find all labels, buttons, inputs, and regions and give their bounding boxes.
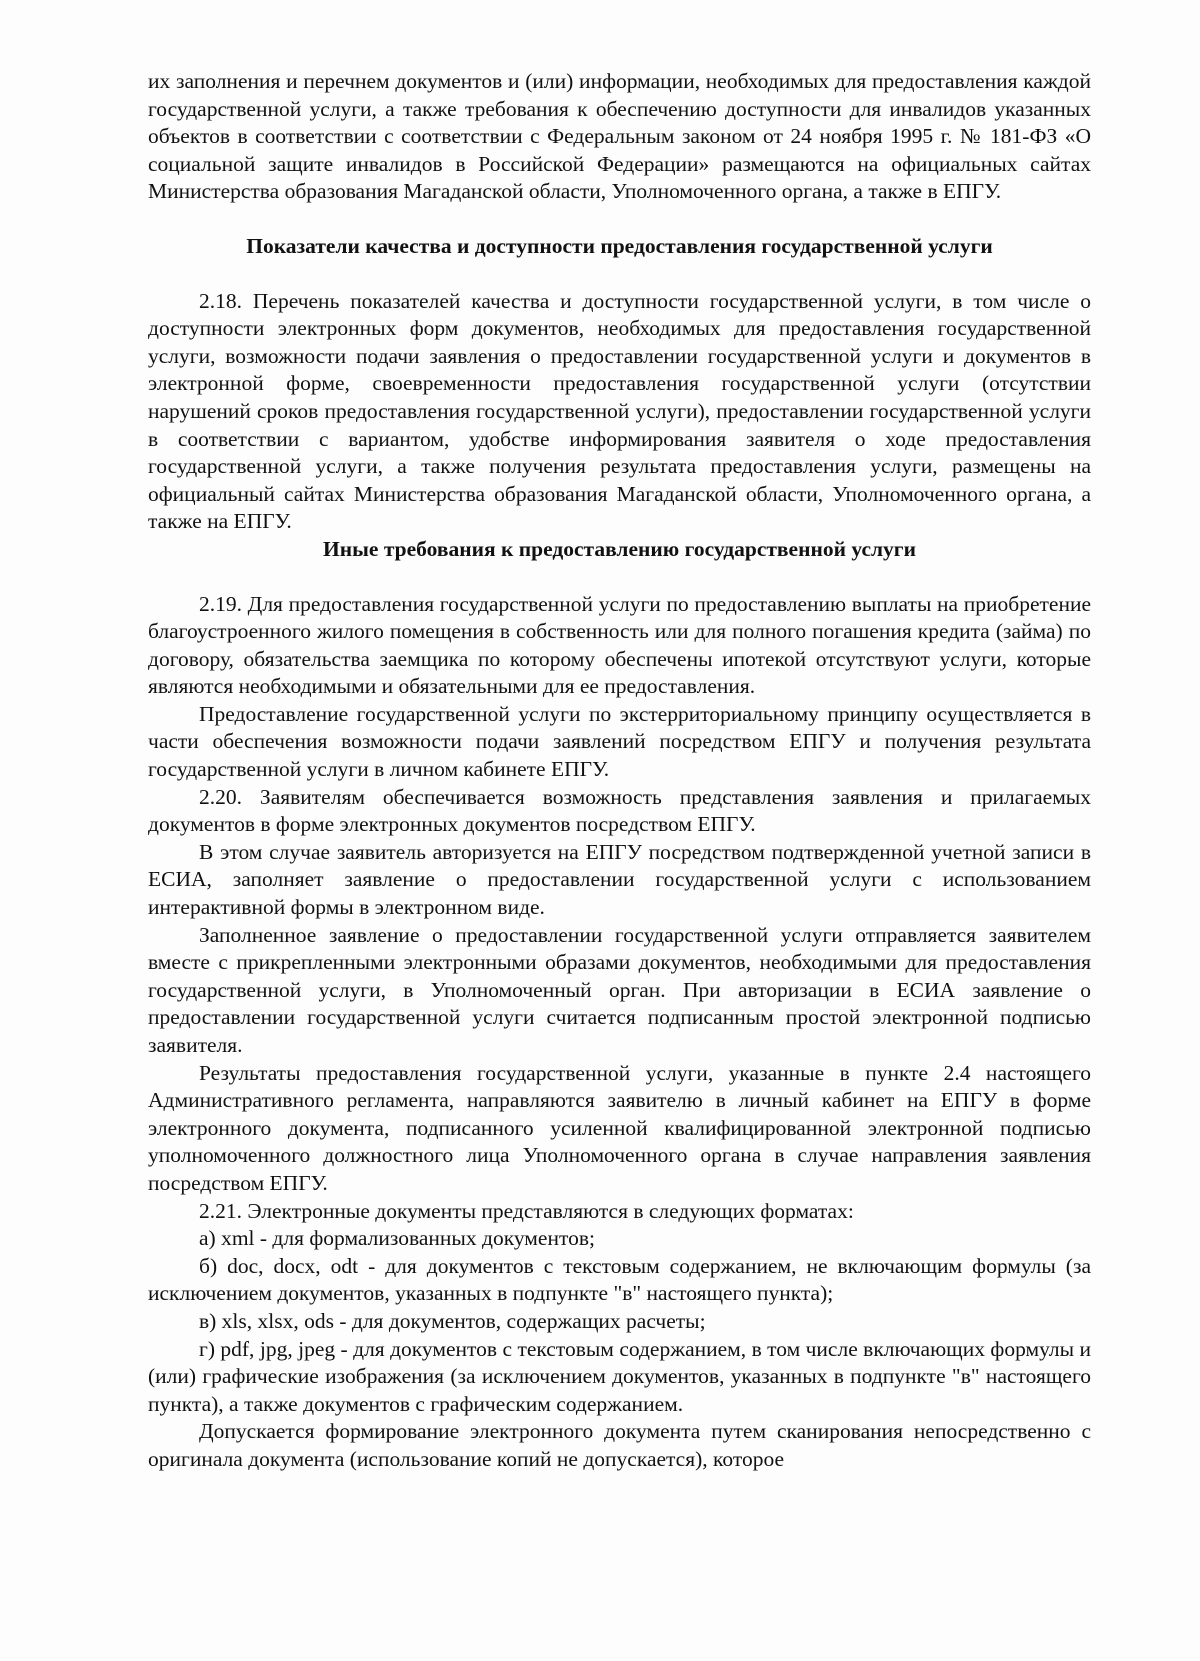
paragraph-intro: их заполнения и перечнем документов и (или) информации, необходимых для предоставления каждой государственной услуги, а также требования к обеспечению доступности для инвалидов указанных объектов в соответствии с соответствии с Федеральным законом от 24 ноября 1995 г. № 181-ФЗ «О социальной защите инвалидов в Российской Федерации» размещаются на официальных сайтах Министерства образования Магаданской области, Уполномоченного органа, а также в ЕПГУ. [148, 69, 1091, 204]
section-heading-quality: Показатели качества и доступности предоставления государственной услуги [246, 233, 993, 258]
section-heading-other-requirements: Иные требования к предоставлению государственной услуги [323, 536, 916, 561]
document-body [148, 68, 1091, 1474]
paragraph-2-19: 2.19. Для предоставления государственной услуги по предоставлению выплаты на приобретение благоустроенного жилого помещения в собственность или для полного погашения кредита (займа) по договору, обязательства заемщика по которому обеспечены ипотекой отсутствуют услуги, которые являются необходимыми и обязательными для ее предоставления. [148, 591, 1091, 699]
paragraph-2-21: 2.21. Электронные документы представляются в следующих форматах: [199, 1198, 854, 1223]
list-item-a: а) xml - для формализованных документов; [199, 1226, 595, 1251]
paragraph-2-20: 2.20. Заявителям обеспечивается возможность представления заявления и прилагаемых документов в форме электронных документов посредством ЕПГУ. [148, 784, 1091, 837]
list-item-b: б) doc, docx, odt - для документов с текстовым содержанием, не включающим формулы (за исключением документов, указанных в подпункте "в" настоящего пункта); [148, 1253, 1091, 1306]
paragraph-scanning: Допускается формирование электронного документа путем сканирования непосредственно с оригинала документа (использование копий не допускается), которое [148, 1419, 1091, 1471]
list-item-g: г) pdf, jpg, jpeg - для документов с текстовым содержанием, в том числе включающих формулы и (или) графические изображения (за исключением документов, указанных в подпункте "в" настоящего пункта), а также документов с графическим содержанием. [148, 1336, 1091, 1416]
paragraph-results: Результаты предоставления государственной услуги, указанные в пункте 2.4 настоящего Административного регламента, направляются заявителю в личный кабинет на ЕПГУ в форме электронного документа, подписанного усиленной квалифицированной электронной подписью уполномоченного должностного лица Уполномоченного органа в случае направления заявления посредством ЕПГУ. [148, 1060, 1091, 1195]
list-item-v: в) xls, xlsx, ods - для документов, содержащих расчеты; [199, 1308, 706, 1333]
paragraph-extraterritorial: Предоставление государственной услуги по экстерриториальному принципу осуществляется в части обеспечения возможности подачи заявлений посредством ЕПГУ и получения результата государственной услуги в личном кабинете ЕПГУ. [148, 701, 1091, 782]
paragraph-authorization: В этом случае заявитель авторизуется на ЕПГУ посредством подтвержденной учетной записи в ЕСИА, заполняет заявление о предоставлении государственной услуги с использованием интерактивной формы в электронном виде. [148, 839, 1091, 920]
paragraph-2-18: 2.18. Перечень показателей качества и доступности государственной услуги, в том числе о доступности электронных форм документов, необходимых для предоставления государственной услуги, возможности подачи заявления о предоставлении государственной услуги и документов в электронной форме, своевременности предоставления государственной услуги (отсутствии нарушений сроков предоставления государственной услуги), предоставлении государственной услуги в соответствии с вариантом, удобстве информирования заявителя о ходе предоставления государственной услуги, а также получения результата предоставления услуги, размещены на официальный сайтах Министерства образования Магаданской области, Уполномоченного органа, а также на ЕПГУ. [148, 288, 1091, 534]
paragraph-submitted-application: Заполненное заявление о предоставлении государственной услуги отправляется заявителем вместе с прикрепленными электронными образами документов, необходимыми для предоставления государственной услуги, в Уполномоченный орган. При авторизации в ЕСИА заявление о предоставлении государственной услуги считается подписанным простой электронной подписью заявителя. [148, 922, 1091, 1057]
